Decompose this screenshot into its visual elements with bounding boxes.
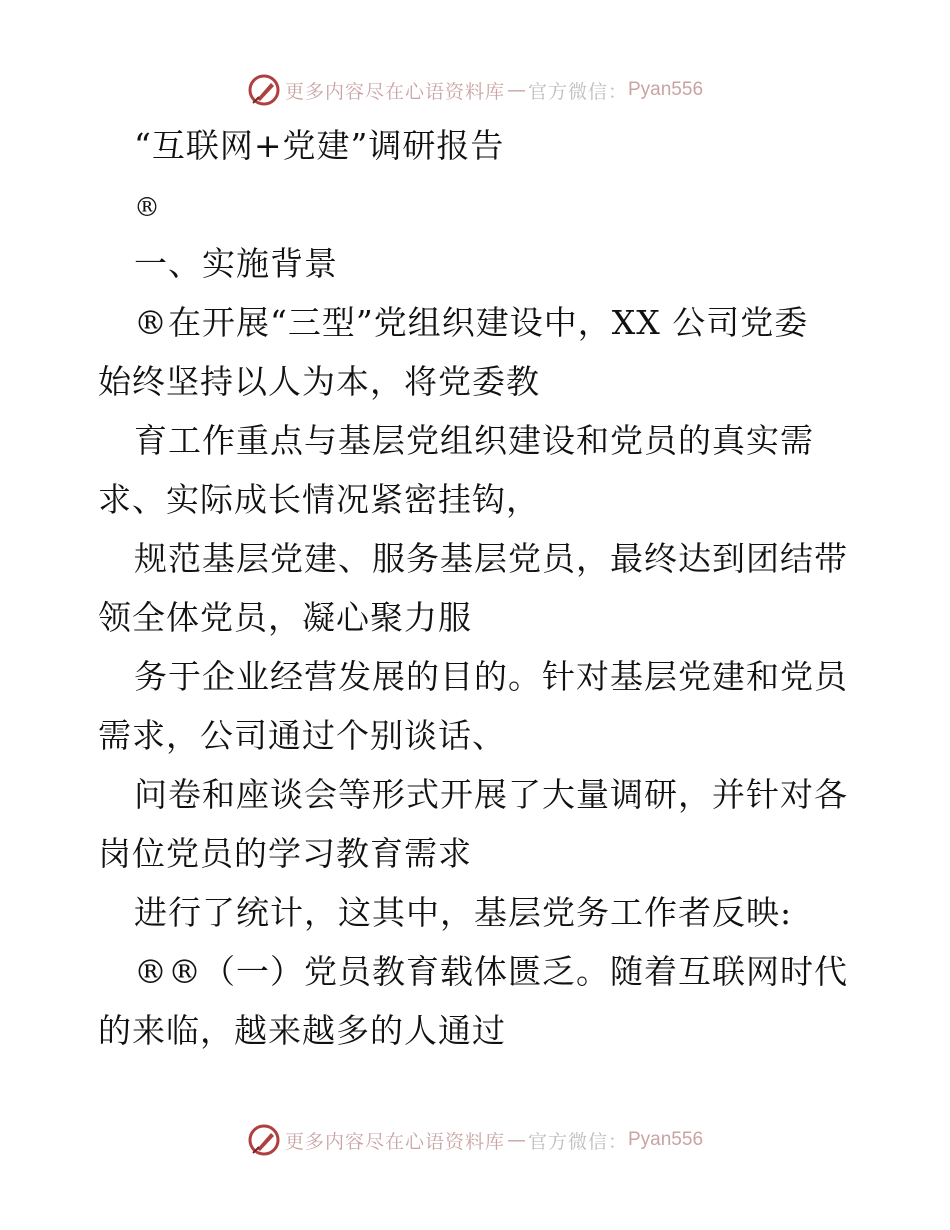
section-heading: 一、实施背景 [134,244,338,283]
paragraph-line: 领全体党员，凝心聚力服 [98,598,472,637]
watermark-label: 官方微信： [527,80,628,103]
watermark-dash: — [506,1129,526,1151]
paragraph-line: ®在开展“三型”党组织建设中，XX 公司党委 [134,303,809,342]
watermark-wechat-id: Pyan556 [628,1129,704,1150]
paragraph-line: 问卷和座谈会等形式开展了大量调研，并针对各 [134,775,848,814]
quill-logo-icon [247,1123,281,1157]
paragraph-line: ®®（一）党员教育载体匮乏。随着互联网时代 [134,952,848,991]
registered-symbol: ® [134,193,161,223]
paragraph-line: 始终坚持以人为本，将党委教 [98,362,540,401]
watermark-text: 更多内容尽在心语资料库 [284,1130,505,1153]
paragraph-line: 进行了统计，这其中，基层党务工作者反映: [134,893,793,932]
footer-watermark [0,1120,950,1160]
paragraph-line: 务于企业经营发展的目的。针对基层党建和党员 [134,657,848,696]
header-watermark [0,70,950,110]
watermark-dash: — [506,79,526,101]
quill-logo-icon [247,73,281,107]
watermark-wechat-id: Pyan556 [628,79,704,100]
paragraph-line: 规范基层党建、服务基层党员，最终达到团结带 [134,539,848,578]
watermark-text: 更多内容尽在心语资料库 [284,80,505,103]
document-title: “互联网+党建”调研报告 [134,126,505,165]
paragraph-line: 岗位党员的学习教育需求 [98,834,472,873]
paragraph-line: 求、实际成长情况紧密挂钩， [98,480,540,519]
paragraph-line: 育工作重点与基层党组织建设和党员的真实需 [134,421,814,460]
watermark-label: 官方微信： [527,1130,628,1153]
paragraph-line: 需求，公司通过个别谈话、 [98,716,506,755]
paragraph-line: 的来临，越来越多的人通过 [98,1011,506,1050]
